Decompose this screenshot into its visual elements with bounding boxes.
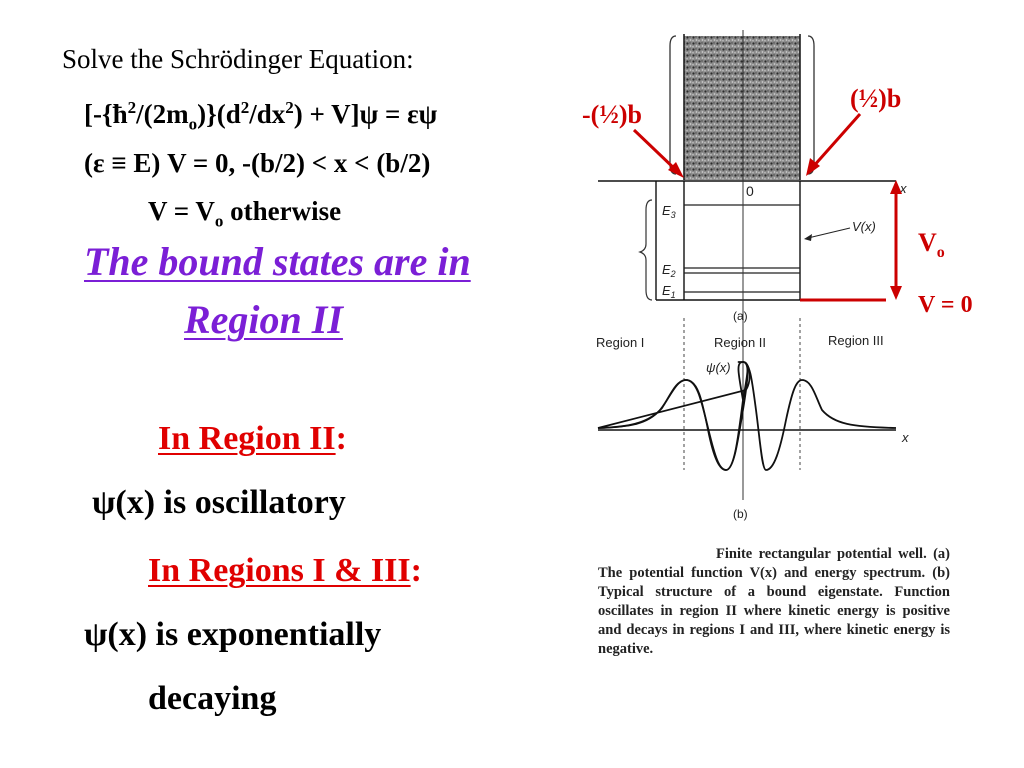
wavefunction-line <box>598 362 748 470</box>
caption-line1: Finite rectangular potential <box>716 546 892 562</box>
exponential-text: ψ(x) is exponentially <box>84 616 382 653</box>
eq-part: )}(d <box>197 99 241 129</box>
figure-caption <box>598 545 950 659</box>
oscillatory-text: ψ(x) is oscillatory <box>92 484 346 521</box>
energy-bracket <box>640 200 652 300</box>
right-edge-label: (½)b <box>850 84 902 113</box>
eq-part: /dx <box>249 99 286 129</box>
e1-subscript: 1 <box>670 290 676 300</box>
v0-label <box>918 228 945 262</box>
region2-colon: : <box>335 420 347 457</box>
vx-label: V(x) <box>852 219 876 234</box>
caption-body: well. (a) The potential function V(x) and energy spectrum. (b) Typical structure of a bound eigenstate. Function oscillates in region II where kinetic energy is positive and decays in regions I and III, where kinetic energy is negative. <box>598 546 951 657</box>
left-edge-arrow <box>634 130 678 172</box>
label-b: (b) <box>733 507 748 521</box>
well-barrier-shading <box>684 34 800 180</box>
left-bracket <box>670 36 676 174</box>
right-bracket <box>808 36 814 174</box>
eq-part: /(2m <box>136 99 189 129</box>
vx-pointer-head <box>804 234 812 241</box>
e1-letter: E <box>662 283 671 298</box>
psi-label: ψ(x) <box>706 360 731 375</box>
x-axis-label-bottom: x <box>902 430 909 445</box>
e3-label <box>662 203 676 220</box>
left-edge-label: -(½)b <box>582 100 642 129</box>
regions13-label: In Regions I & III <box>148 552 411 589</box>
region2-heading <box>158 420 347 458</box>
finite-well-figure <box>560 0 1024 545</box>
vx-pointer <box>808 228 850 238</box>
region2-label: In Region II <box>158 420 336 457</box>
eq-part: ) + V]ψ = εψ <box>293 99 438 129</box>
v0-letter: V <box>918 228 937 257</box>
right-edge-arrow <box>812 114 860 168</box>
eq-part: [-{ħ <box>84 99 128 129</box>
origin-label: 0 <box>746 183 754 199</box>
heading-line1: The bound states are in <box>84 239 471 284</box>
eq-part: otherwise <box>223 196 342 226</box>
wavefunction-curve <box>598 362 750 470</box>
x-axis-label-top: x <box>900 181 907 196</box>
v0-subscript: o <box>936 244 945 262</box>
region-i-label: Region I <box>596 335 645 350</box>
potential-otherwise <box>148 196 341 231</box>
e2-letter: E <box>662 262 671 277</box>
v-zero-label: V = 0 <box>918 292 973 318</box>
e3-subscript: 3 <box>670 210 676 220</box>
eq-sub: o <box>214 211 224 231</box>
v0-arrow-bottom <box>890 286 902 300</box>
eq-sup: 2 <box>127 98 137 117</box>
potential-condition: (ε ≡ E) V = 0, -(b/2) < x < (b/2) <box>84 148 431 178</box>
region-iii-label: Region III <box>828 333 884 348</box>
intro-text: Solve the Schrödinger Equation: <box>62 44 414 74</box>
eq-sub: o <box>188 114 198 134</box>
e1-label <box>662 283 676 300</box>
eq-sup: 2 <box>240 98 250 117</box>
eq-part: V = V <box>148 196 215 226</box>
schrodinger-equation <box>84 98 437 134</box>
e2-label <box>662 262 676 279</box>
wavefunction-right <box>743 362 896 470</box>
heading-line2: Region II <box>184 297 343 342</box>
region-ii-label: Region II <box>714 335 767 350</box>
eq-sup: 2 <box>285 98 294 117</box>
decaying-text: decaying <box>148 680 277 717</box>
e2-subscript: 2 <box>670 269 676 279</box>
label-a: (a) <box>733 309 748 323</box>
regions13-heading <box>148 552 422 590</box>
regions13-colon: : <box>410 552 422 589</box>
e3-letter: E <box>662 203 671 218</box>
